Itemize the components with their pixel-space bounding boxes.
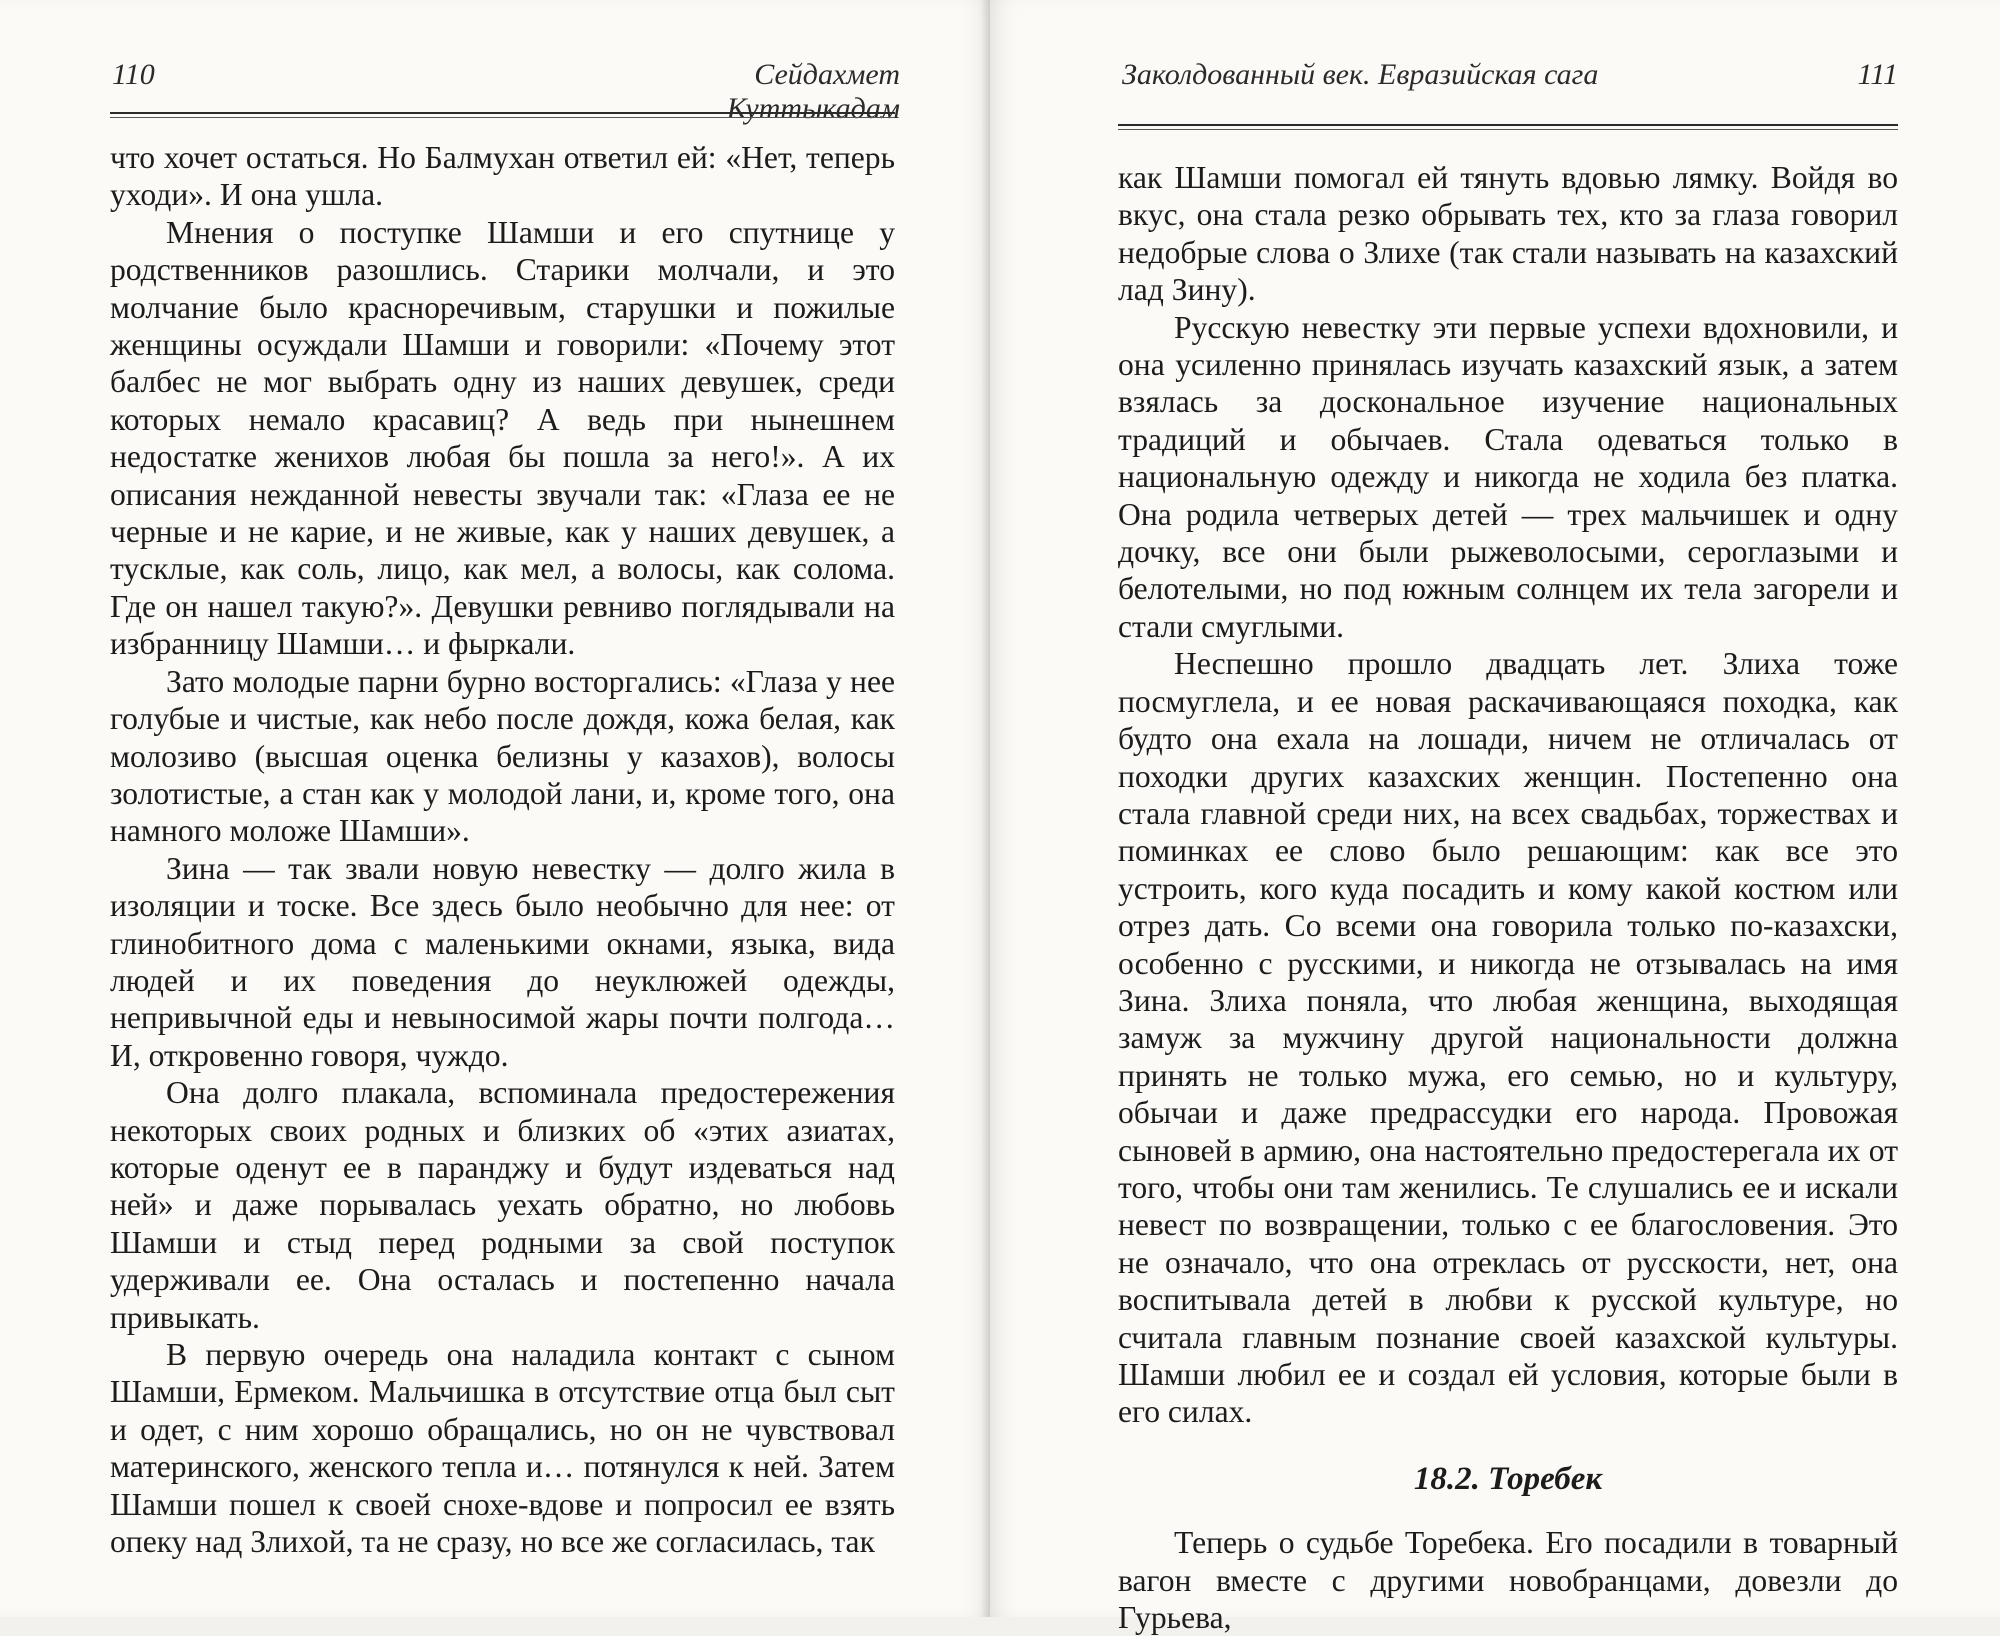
page-number: 111 xyxy=(1857,58,1898,91)
running-title: Сейдахмет Куттыкадам xyxy=(726,58,900,125)
running-title: Заколдованный век. Евразийская сага xyxy=(1122,58,1599,91)
paragraph: Зина — так звали новую невестку — долго жила в изоляции и тоске. Все здесь было необычно для нее: от глинобитного дома с маленькими окнами, языка, вида людей и их поведения до неуклюжей одежды, непривычной еды и невыносимой жары почти полгода… И, откровенно говоря, чуждо. xyxy=(110,850,895,1073)
header-rule xyxy=(110,112,895,118)
right-page xyxy=(990,0,2000,1636)
section-heading: 18.2. Торебек xyxy=(1413,1460,1603,1497)
paragraph: Мнения о поступке Шамши и его спутнице у родственников разошлись. Старики молчали, и это молчание было красноречивым, старушки и пожилые женщины осуждали Шамши и говорили: «Почему этот балбес не мог выбрать одну из наших девушек, среди которых немало красавиц? А ведь при нынешнем недостатке женихов любая бы пошла за него!». А их описания нежданной невесты звучали так: «Глаза ее не черные и не карие, и не живые, как у наших девушек, а тусклые, как соль, лицо, как мел, а волосы, как солома. Где он нашел такую?». Девушки ревниво поглядывали на избранницу Шамши… и фыркали. xyxy=(110,214,895,662)
page-number: 110 xyxy=(112,58,155,91)
paragraph: Она долго плакала, вспоминала предостережения некоторых своих родных и близких об «этих азиатах, которые оденут ее в паранджу и будут издеваться над ней» и даже порывалась уехать обратно, но любовь Шамши и стыд перед родными за свой поступок удерживали ее. Она осталась и постепенно начала привыкать. xyxy=(110,1075,895,1335)
paragraph: Теперь о судьбе Торебека. Его посадили в товарный вагон вместе с другими новобранцами, довезли до Гурьева, xyxy=(1118,1525,1898,1636)
left-page-body xyxy=(110,139,895,1560)
right-page-body xyxy=(1118,159,1898,1636)
header-rule xyxy=(1118,124,1898,130)
left-page xyxy=(0,0,990,1617)
paragraph: что хочет остаться. Но Балмухан ответил ей: «Нет, теперь уходи». И она ушла. xyxy=(110,140,895,213)
paragraph: как Шамши помогал ей тянуть вдовью лямку. Войдя во вкус, она стала резко обрывать тех, кто за глаза говорил недобрые слова о Злихе (так стали называть на казахский лад Зину). xyxy=(1118,160,1898,308)
paragraph: В первую очередь она наладила контакт с сыном Шамши, Ермеком. Мальчишка в отсутствие отца был сыт и одет, с ним хорошо обращались, но он не чувствовал материнского, женского тепла и… потянулся к ней. Затем Шамши пошел к своей снохе-вдове и попросил ее взять опеку над Злихой, та не сразу, но все же согласилась, так xyxy=(110,1337,895,1560)
paragraph: Неспешно прошло двадцать лет. Злиха тоже посмуглела, и ее новая раскачивающаяся походка, как будто она ехала на лошади, ничем не отличалась от походки других казахских женщин. Постепенно она стала главной среди них, на всех свадьбах, торжествах и поминках ее слово было решающим: как все это устроить, кого куда посадить и кому какой костюм или отрез дать. Со всеми она говорила только по-казахски, особенно с русскими, и никогда не отзывалась на имя Зина. Злиха поняла, что любая женщина, выходящая замуж за мужчину другой национальности должна принять не только мужа, его семью, но и культуру, обычаи и даже предрассудки его народа. Провожая сыновей в армию, она настоятельно предостерегала их от того, чтобы они там женились. Те слушались ее и искали невест по возвращении, только с ее благословения. Это не означало, что она отреклась от русскости, нет, она воспитывала детей в любви к русской культуре, но считала главным познание своей казахской культуры. Шамши любил ее и создал ей условия, которые были в его силах. xyxy=(1118,646,1898,1430)
paragraph: Зато молодые парни бурно восторгались: «Глаза у нее голубые и чистые, как небо после дождя, кожа белая, как молозиво (высшая оценка белизны у казахов), волосы золотистые, а стан как у молодой лани, и, кроме того, она намного моложе Шамши». xyxy=(110,663,895,849)
paragraph: Русскую невестку эти первые успехи вдохновили, и она усиленно принялась изучать казахский язык, а затем взялась за доскональное изучение национальных традиций и обычаев. Стала одеваться только в национальную одежду и никогда не ходила без платка. Она родила четверых детей — трех мальчишек и одну дочку, все они были рыжеволосыми, сероглазыми и белотелыми, но под южным солнцем их тела загорели и стали смуглыми. xyxy=(1118,309,1898,644)
